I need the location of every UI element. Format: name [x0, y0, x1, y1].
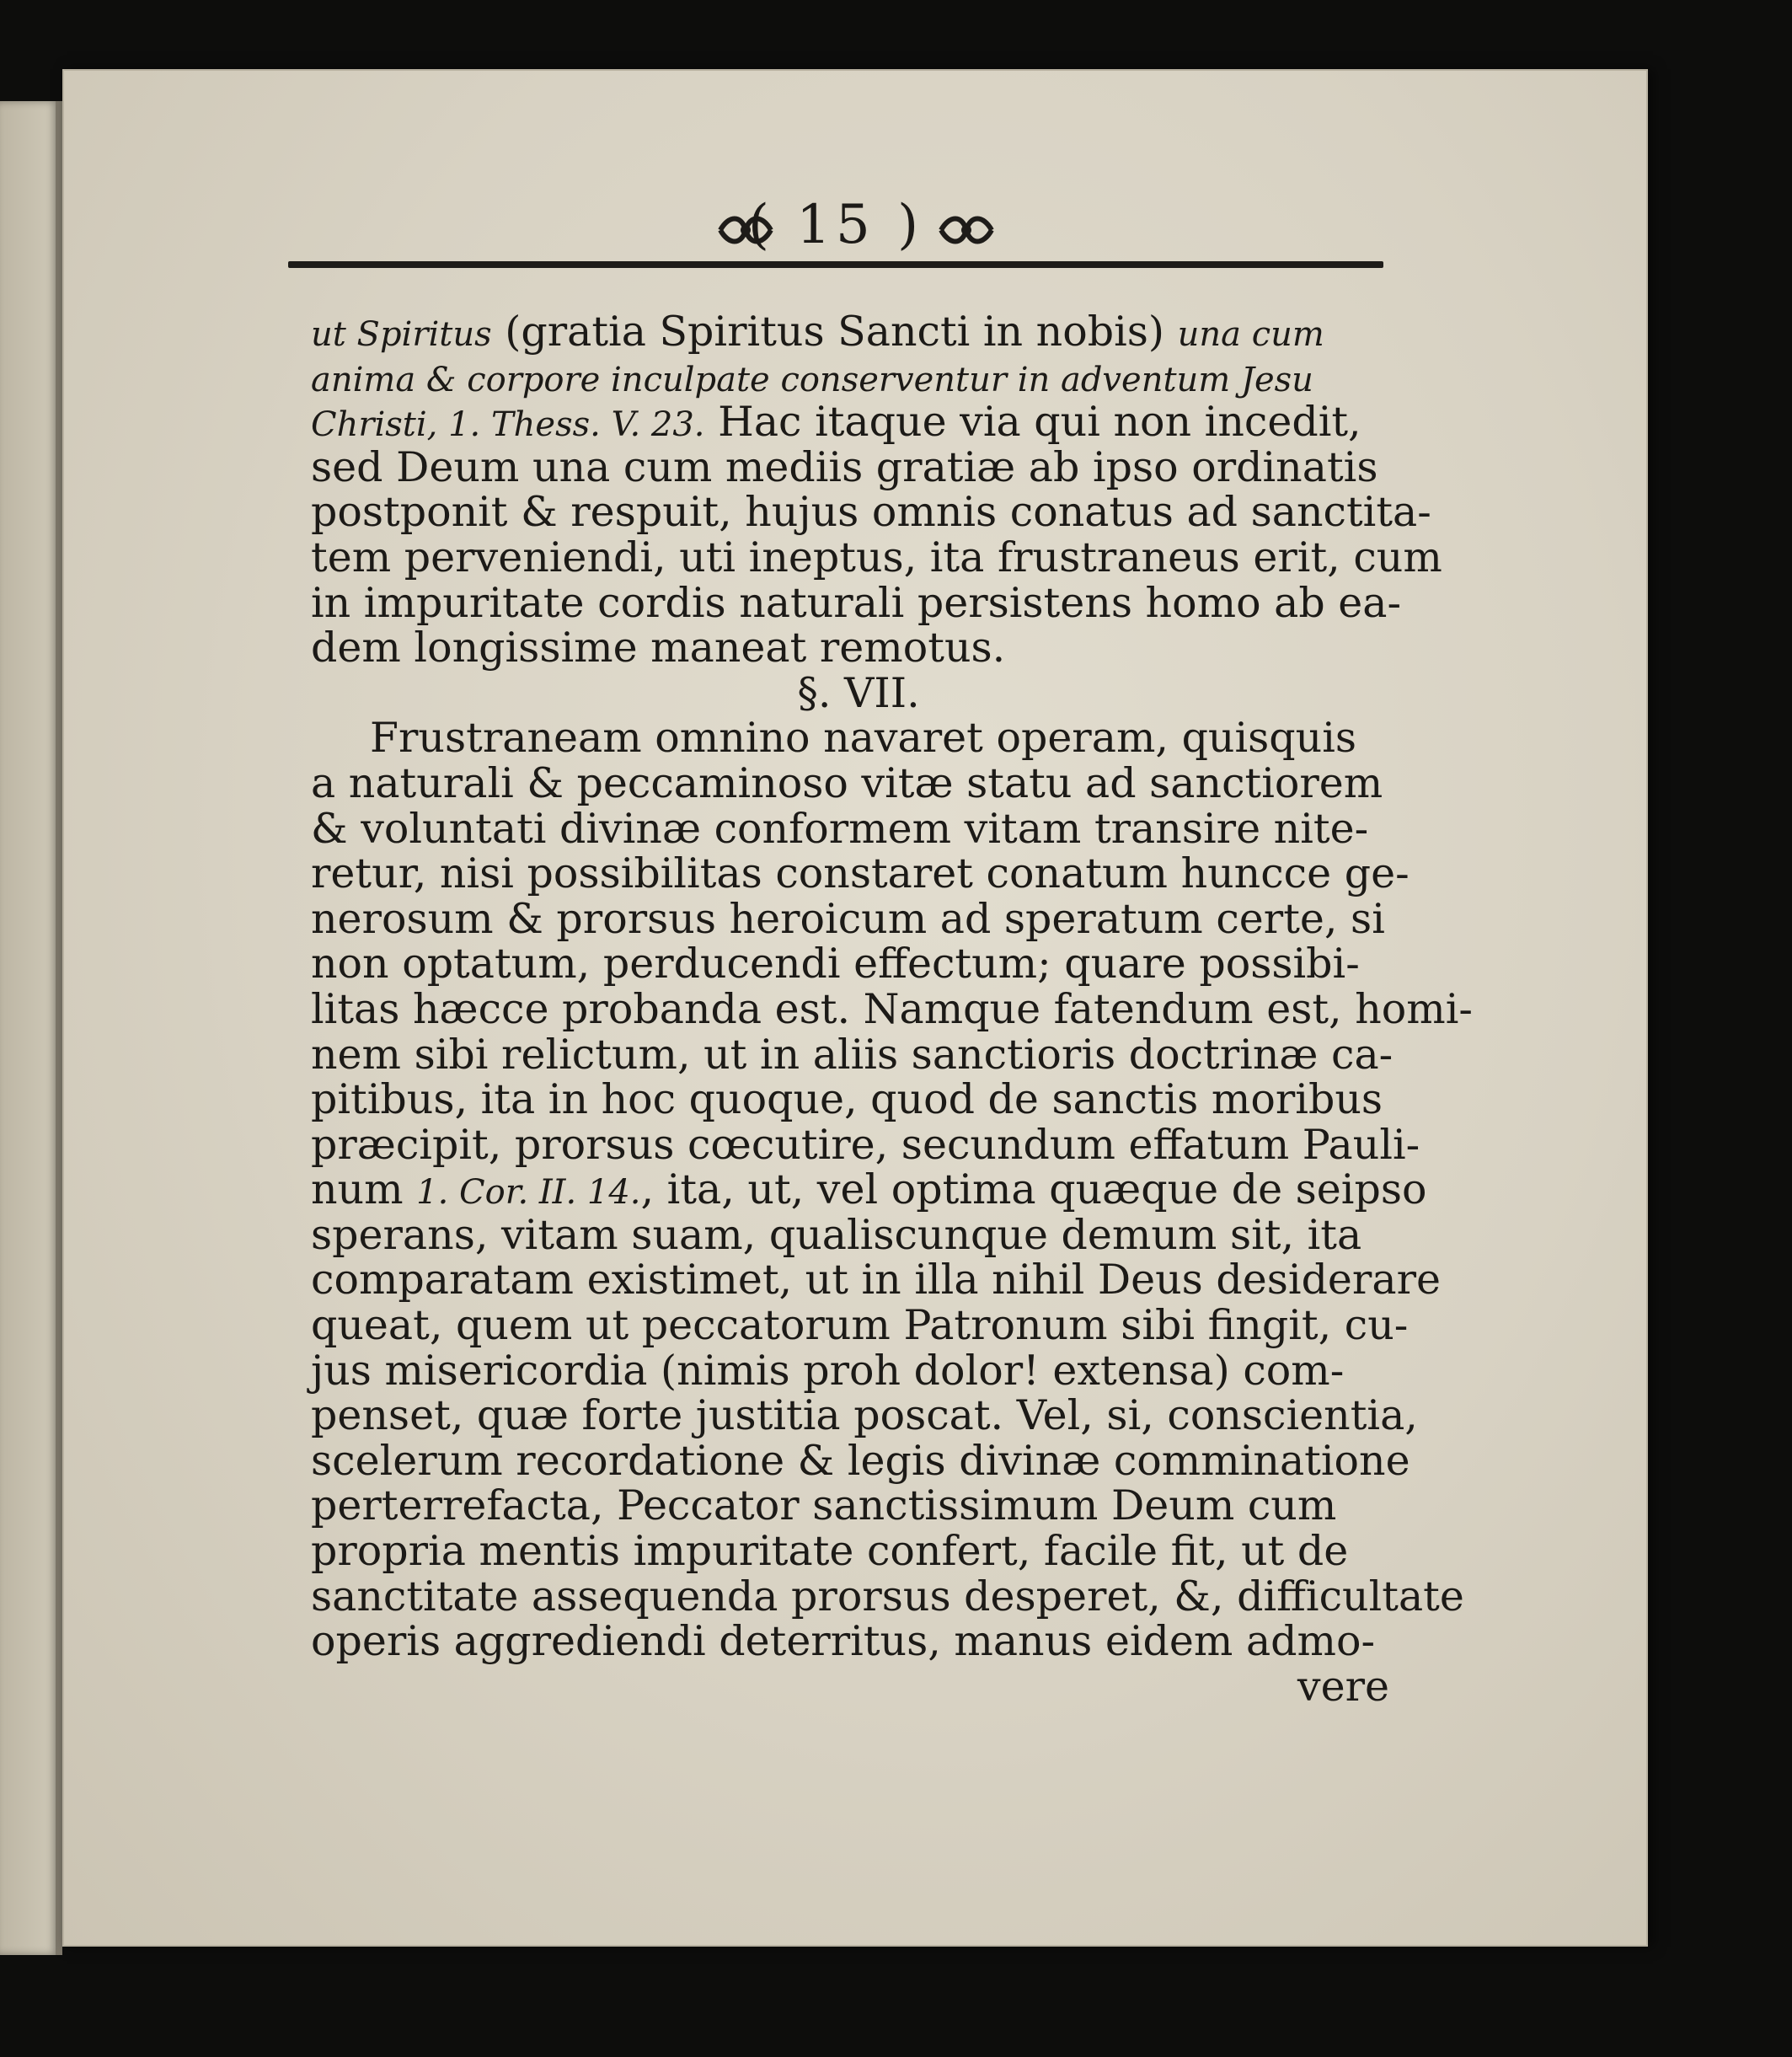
roman-text: num	[311, 1165, 417, 1214]
roman-text: perterrefacta, Peccator sanctissimum Deum cum	[311, 1481, 1337, 1530]
text-line	[311, 309, 1406, 355]
text-line	[311, 1348, 1406, 1394]
roman-text: comparatam existimet, ut in illa nihil Deus desiderare	[311, 1256, 1441, 1304]
roman-text: non optatum, perducendi effectum; quare possibi-	[311, 940, 1360, 988]
roman-text: sed Deum una cum mediis gratiæ ab ipso ordinatis	[311, 442, 1378, 491]
roman-text: scelerum recordatione & legis divinæ comminatione	[311, 1436, 1410, 1485]
text-line	[311, 849, 1410, 898]
body-text	[311, 308, 1473, 1711]
text-line	[311, 1032, 1406, 1078]
page-header	[288, 187, 1383, 313]
text-line	[311, 1619, 1406, 1664]
text-line	[311, 1165, 1427, 1214]
text-line	[311, 1120, 1420, 1169]
text-line	[311, 1391, 1418, 1440]
roman-text: Frustraneam omnino navaret operam, quisquis	[370, 714, 1357, 763]
roman-text: queat, quem ut peccatorum Patronum sibi fingit, cu-	[311, 1301, 1409, 1350]
catchword: vere	[1297, 1662, 1389, 1711]
roman-text: tem perveniendi, uti ineptus, ita frustraneus erit, cum	[311, 533, 1442, 581]
text-line	[311, 533, 1442, 581]
roman-text: dem longissime maneat remotus.	[311, 624, 1006, 672]
section-heading	[311, 668, 1406, 717]
header-rule	[288, 261, 1383, 268]
roman-text: §. VII.	[797, 668, 920, 717]
text-line	[311, 1256, 1441, 1304]
roman-text: præcipit, prorsus cœcutire, secundum effatum Pauli-	[311, 1120, 1420, 1169]
book-gutter	[56, 101, 62, 1955]
roman-text: penset, quæ forte justitia poscat. Vel, si, conscientia,	[311, 1391, 1418, 1440]
text-line	[311, 355, 1406, 400]
roman-text: , ita, ut, vel optima quæque de seipso	[640, 1165, 1427, 1214]
text-line	[311, 488, 1431, 537]
book-page	[62, 69, 1648, 1947]
roman-text: sanctitate assequenda prorsus desperet, &, difficultate	[311, 1572, 1464, 1620]
roman-text: sperans, vitam suam, qualiscunque demum sit, ita	[311, 1210, 1362, 1259]
roman-text: operis aggrediendi deterritus, manus eidem admo-	[311, 1617, 1376, 1666]
text-line	[311, 442, 1406, 491]
italic-text: una cum	[1177, 315, 1324, 354]
right-ornament-icon	[937, 211, 996, 249]
text-line	[311, 715, 1406, 761]
text-line	[311, 894, 1406, 943]
text-line	[311, 806, 1406, 852]
roman-text: nem sibi relictum, ut in aliis sanctioris doctrinæ ca-	[311, 1030, 1393, 1079]
text-line	[311, 399, 1406, 445]
facing-page-edge	[0, 101, 59, 1955]
text-line	[311, 578, 1406, 627]
roman-text: propria mentis impuritate confert, facile fit, ut de	[311, 1527, 1349, 1576]
italic-text: 1. Cor. II. 14.	[416, 1173, 641, 1213]
roman-text: jus misericordia (nimis proh dolor! extensa) com-	[311, 1346, 1345, 1395]
roman-text: Hac itaque via qui non incedit,	[704, 398, 1361, 447]
italic-text: Christi, 1. Thess. V. 23.	[311, 405, 705, 445]
roman-text: in impuritate cordis naturali persistens homo ab ea-	[311, 578, 1402, 627]
text-line	[311, 1483, 1406, 1529]
italic-text: ut Spiritus	[311, 315, 492, 354]
roman-text: a naturali & peccaminoso vitæ statu ad sanctiorem	[311, 758, 1383, 807]
text-line	[311, 1572, 1464, 1620]
roman-text: retur, nisi possibilitas constaret conatum huncce ge-	[311, 849, 1410, 898]
text-line	[311, 625, 1406, 671]
roman-text: postponit & respuit, hujus omnis conatus ad sanctita-	[311, 488, 1431, 537]
roman-text: (gratia Spiritus Sancti in nobis)	[491, 308, 1178, 356]
text-line	[311, 1077, 1406, 1122]
text-line	[311, 1529, 1406, 1574]
text-line	[311, 1210, 1406, 1259]
roman-text: pitibus, ita in hoc quoque, quod de sanctis moribus	[311, 1075, 1383, 1124]
roman-text: & voluntati divinæ conformem vitam transire nite-	[311, 804, 1369, 853]
roman-text: litas hæcce probanda est. Namque fatendum est, homi-	[311, 984, 1473, 1033]
text-line	[311, 1301, 1409, 1350]
text-line	[311, 984, 1473, 1033]
text-line	[311, 941, 1406, 987]
text-line	[311, 758, 1406, 807]
text-line	[311, 1436, 1410, 1485]
page-number: ( 15 )	[747, 194, 924, 256]
italic-text: anima & corpore inculpate conserventur in adventum Jesu	[311, 360, 1313, 399]
roman-text: nerosum & prorsus heroicum ad speratum certe, si	[311, 894, 1385, 943]
